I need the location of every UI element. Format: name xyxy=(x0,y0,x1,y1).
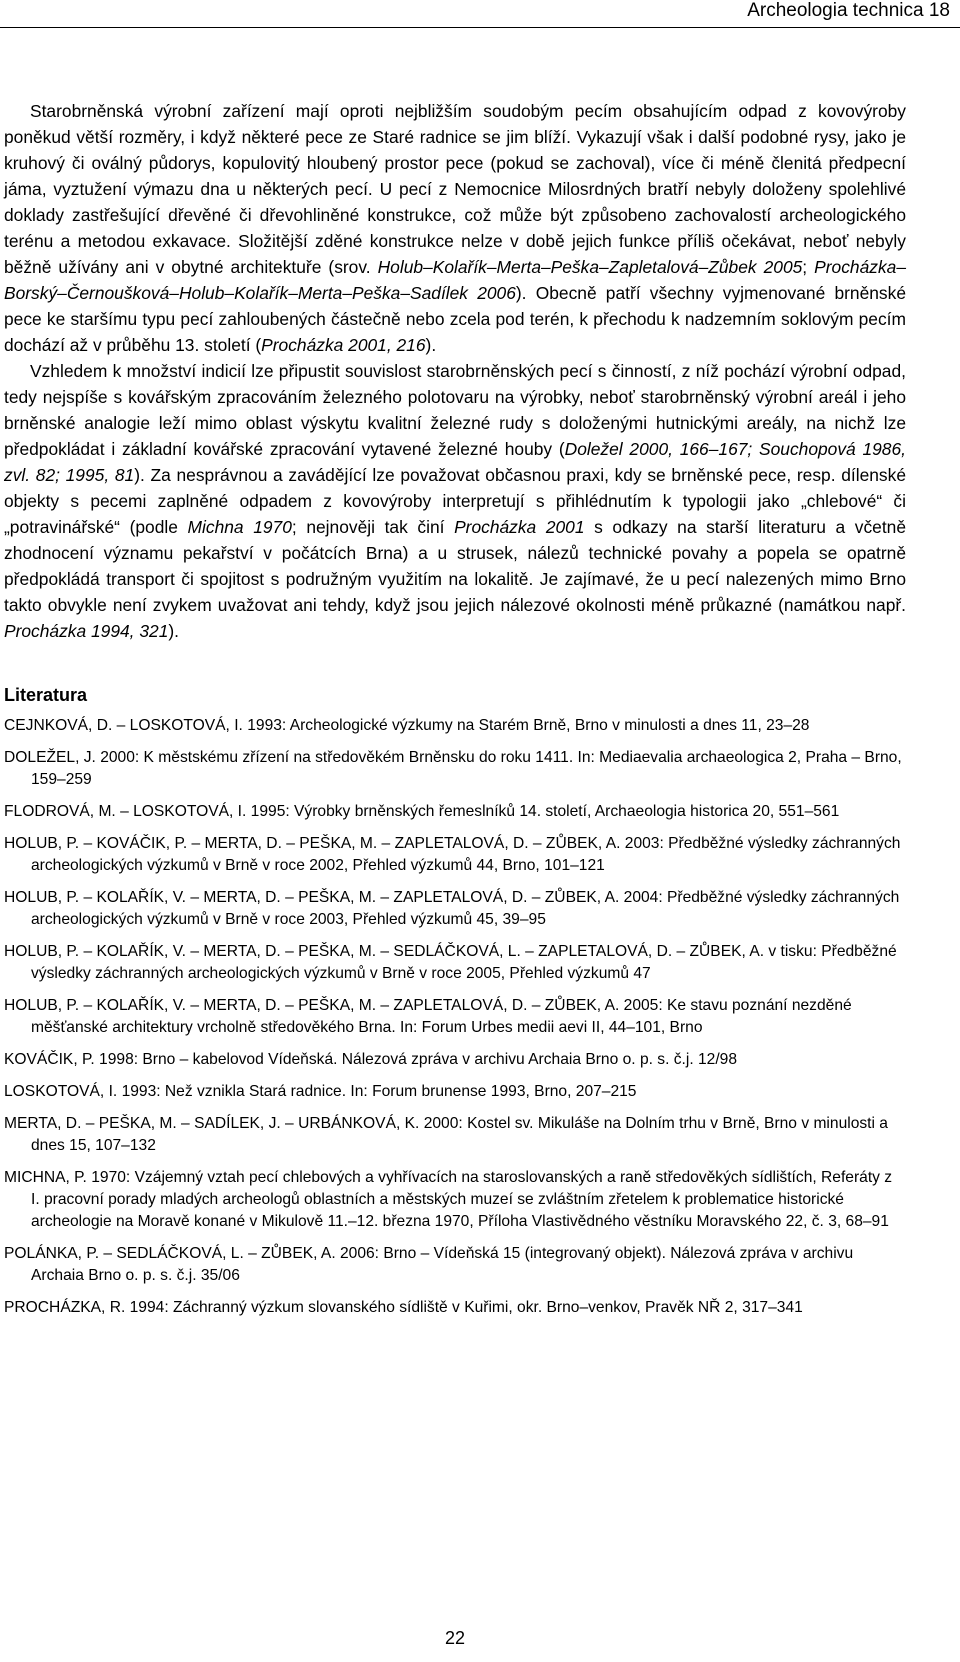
reference-item: HOLUB, P. – KOLAŘÍK, V. – MERTA, D. – PEŠKA, M. – SEDLÁČKOVÁ, L. – ZAPLETALOVÁ, D. – ZŮBEK, A. v tisku: Předběžné výsledky záchranných archeologických výzkumů v Brně v roce 2005, Přehled výzkumů 47 xyxy=(4,943,897,982)
citation: Michna 1970 xyxy=(187,517,292,537)
citation: Doležel 2000, 166–167; Souchopová 1986, zvl. 82; 1995, 81 xyxy=(4,439,906,485)
reference-item: HOLUB, P. – KOLAŘÍK, V. – MERTA, D. – PEŠKA, M. – ZAPLETALOVÁ, D. – ZŮBEK, A. 2004: Předběžné výsledky záchranných archeologických výzkumů v Brně v roce 2003, Přehled výzkumů 45, 39–95 xyxy=(4,889,900,928)
reference-item: CEJNKOVÁ, D. – LOSKOTOVÁ, I. 1993: Archeologické výzkumy na Starém Brně, Brno v minulosti a dnes 11, 23–28 xyxy=(4,717,810,734)
citation: Procházka 2001, 216 xyxy=(261,335,426,355)
paragraph-2-text: ). xyxy=(168,621,179,641)
header-rule xyxy=(0,27,960,28)
paragraph-2-text: s odkazy na starší literaturu a včetně zhodnocení významu pekařství v počátcích Brna) a u strusek, nálezů technické povahy a popela se opatrně předpokládá transport či spojitost s podružným využitím na lokalitě. Je zajímavé, že u pecí nalezených mimo Brno takto obvykle není zvykem uvažovat ani tehdy, když jsou jejich nálezové okolnosti méně průkazné (namátkou např. xyxy=(4,517,906,615)
reference-item: POLÁNKA, P. – SEDLÁČKOVÁ, L. – ZŮBEK, A. 2006: Brno – Vídeňská 15 (integrovaný objekt). Nálezová zpráva v archivu Archaia Brno o. p. s. č.j. 35/06 xyxy=(4,1245,854,1284)
reference-item: MERTA, D. – PEŠKA, M. – SADÍLEK, J. – URBÁNKOVÁ, K. 2000: Kostel sv. Mikuláše na Dolním trhu v Brně, Brno v minulosti a dnes 15, 107–132 xyxy=(4,1115,888,1154)
reference-item: FLODROVÁ, M. – LOSKOTOVÁ, I. 1995: Výrobky brněnských řemeslníků 14. století, Archaeologia historica 20, 551–561 xyxy=(4,803,840,820)
reference-item: DOLEŽEL, J. 2000: K městskému zřízení na středověkém Brněnsku do roku 1411. In: Mediaevalia archaeologica 2, Praha – Brno, 159–259 xyxy=(4,749,902,788)
reference-item: HOLUB, P. – KOVÁČIK, P. – MERTA, D. – PEŠKA, M. – ZAPLETALOVÁ, D. – ZŮBEK, A. 2003: Předběžné výsledky záchranných archeologických výzkumů v Brně v roce 2002, Přehled výzkumů 44, Brno, 101–121 xyxy=(4,835,901,874)
paragraph-1-text: ). Obecně patří všechny vyjmenované brněnské pece ke staršímu typu pecí zahloubených částečně nebo zcela pod terén, k přechodu k nadzemním soklovým pecím dochází až v průběhu 13. století ( xyxy=(4,283,906,355)
body-text xyxy=(4,98,906,644)
reference-item: PROCHÁZKA, R. 1994: Záchranný výzkum slovanského sídliště v Kuřimi, okr. Brno–venkov, Pravěk NŘ 2, 317–341 xyxy=(4,1299,803,1316)
citation: Procházka–Borský–Černoušková–Holub–Kolařík–Merta–Peška–Sadílek 2006 xyxy=(4,257,906,303)
reference-item: KOVÁČIK, P. 1998: Brno – kabelovod Vídeňská. Nálezová zpráva v archivu Archaia Brno o. p. s. č.j. 12/98 xyxy=(4,1051,738,1068)
citation: Procházka 1994, 321 xyxy=(4,621,169,641)
paragraph-1-text: ). xyxy=(425,335,437,355)
citation-separator: ; xyxy=(802,257,815,277)
paragraph-1-text: Starobrněnská výrobní zařízení mají oproti nejbližším soudobým pecím obsahujícím odpad z kovovýroby poněkud větší rozměry, i když některé pece ze Staré radnice se jim blíží. Vykazují však i další podobné rysy, jako je kruhový či oválný půdorys, kopulovitý hloubený prostor pece (pokud se zachoval), více či méně členitá předpecní jáma, vyztužení výmazu dna u některých pecí. U pecí z Nemocnice Milosrdných bratří nebyly doloženy spolehlivé doklady zastřešující dřevěné či dřevohliněné konstrukce, což může být způsobeno zachovalostí archeologického terénu a metodou exkavace. Složitější zděné konstrukce nelze v době jejich funkce příliš očekávat, neboť nebyly běžně užívány ani v obytné architektuře (srov. xyxy=(4,101,906,277)
page-number: 22 xyxy=(444,1628,466,1648)
reference-list xyxy=(4,715,904,1329)
reference-item: MICHNA, P. 1970: Vzájemný vztah pecí chlebových a vyhřívacích na staroslovanských a raně středověkých sídlištích, Referáty z I. pracovní porady mladých archeologů oblastních a městských muzeí se zvláštním zřetelem k problematice historické archeologie na Moravě konané v Mikulově 11.–12. března 1970, Příloha Vlastivědného věstníku Moravského 22, č. 3, 68–91 xyxy=(4,1169,893,1230)
paragraph-2 xyxy=(4,358,906,644)
literature-heading: Literatura xyxy=(4,685,88,705)
running-head: Archeologia technica 18 xyxy=(747,0,950,21)
paragraph-2-text: ; nejnověji tak činí xyxy=(291,517,455,537)
paragraph-1 xyxy=(4,98,906,358)
reference-item: LOSKOTOVÁ, I. 1993: Než vznikla Stará radnice. In: Forum brunense 1993, Brno, 207–215 xyxy=(4,1083,637,1100)
citation: Holub–Kolařík–Merta–Peška–Zapletalová–Zůbek 2005 xyxy=(377,257,803,277)
citation: Procházka 2001 xyxy=(454,517,585,537)
paragraph-2-text: Vzhledem k množství indicií lze připustit souvislost starobrněnských pecí s činností, z níž pochází výrobní odpad, tedy nejspíše s kovářským zpracováním železného polotovaru na výrobky, neboť starobrněnský výrobní areál i jeho brněnské analogie leží mimo oblast výskytu kvalitní železné rudy s doloženými hutnickými areály, na nichž lze předpokládat i základní kovářské zpracování vytavené železné houby ( xyxy=(4,361,906,459)
paragraph-2-text: ). Za nesprávnou a zavádějící lze považovat občasnou praxi, kdy se brněnské pece, resp. dílenské objekty s pecemi zaplněné odpadem z kovovýroby interpretují s přihlédnutím k typologii jako „chlebové“ či „potravinářské“ (podle xyxy=(4,465,906,537)
reference-item: HOLUB, P. – KOLAŘÍK, V. – MERTA, D. – PEŠKA, M. – ZAPLETALOVÁ, D. – ZŮBEK, A. 2005: Ke stavu poznání nezděné měšťanské architektury vrcholně středověkého Brna. In: Forum Urbes medii aevi II, 44–101, Brno xyxy=(4,997,852,1036)
